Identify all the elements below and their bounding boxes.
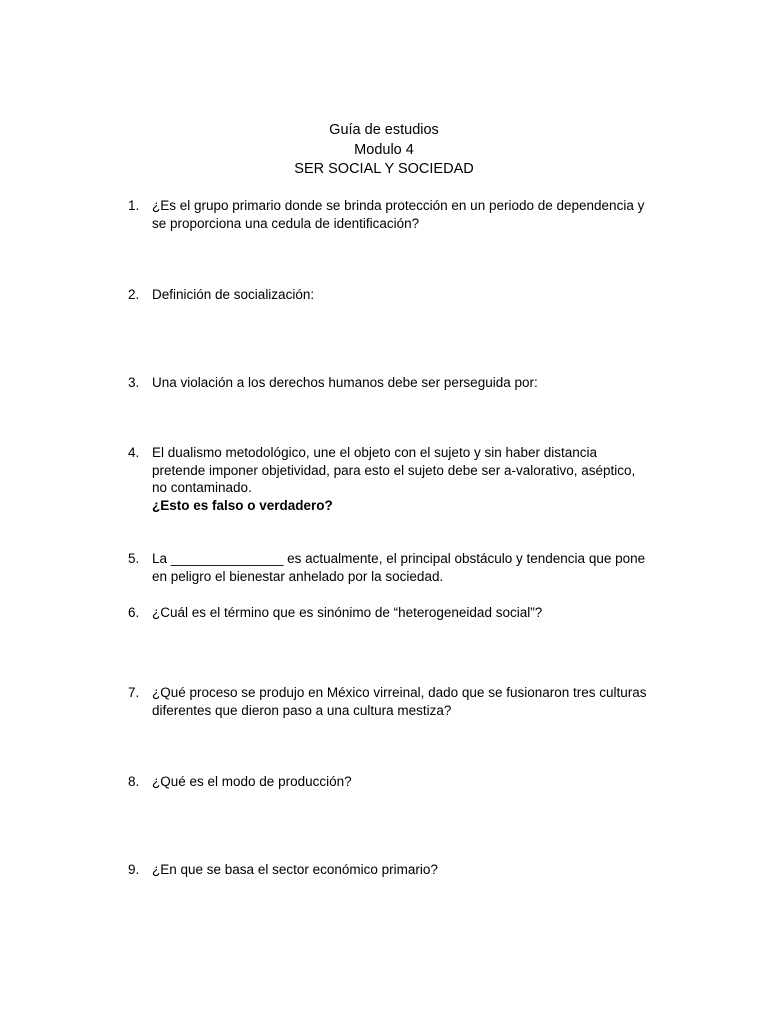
question-text-line: no contaminado. (152, 480, 252, 495)
question-1 (128, 197, 668, 232)
question-text-line: Definición de socialización: (152, 287, 315, 302)
question-text-line: ¿En que se basa el sector económico primario? (152, 862, 438, 877)
module-label: Modulo 4 (354, 142, 414, 158)
question-text-line: pretende imponer objetividad, para esto el sujeto debe ser a-valorativo, aséptico, (152, 462, 636, 478)
question-number: 3. (128, 375, 140, 390)
question-text-line: La _______________ es actualmente, el principal obstáculo y tendencia que pone (152, 551, 646, 566)
question-9 (128, 861, 668, 879)
question-number: 8. (128, 774, 140, 789)
question-7 (128, 684, 668, 719)
question-text-line: Una violación a los derechos humanos debe ser perseguida por: (152, 375, 538, 390)
question-text-line: ¿Qué proceso se produjo en México virreinal, dado que se fusionaron tres culturas (152, 685, 647, 700)
question-text-line: ¿Es el grupo primario donde se brinda protección en un periodo de dependencia y (152, 198, 645, 213)
question-number: 7. (128, 685, 140, 700)
question-text-line: se proporciona una cedula de identificación? (152, 215, 420, 231)
question-text-line: ¿Cuál es el término que es sinónimo de “heterogeneidad social”? (152, 605, 543, 620)
document-title: Guía de estudios (329, 122, 439, 138)
question-4 (128, 444, 668, 514)
question-number: 6. (128, 605, 140, 620)
question-text-line: diferentes que dieron paso a una cultura mestiza? (152, 702, 452, 718)
question-number: 5. (128, 551, 140, 566)
section-heading: SER SOCIAL Y SOCIEDAD (294, 161, 474, 177)
question-3 (128, 374, 668, 392)
question-8 (128, 773, 668, 791)
question-number: 4. (128, 445, 140, 460)
question-5 (128, 550, 668, 585)
question-number: 1. (128, 198, 140, 213)
question-prompt-bold: ¿Esto es falso o verdadero? (152, 497, 333, 513)
question-text-line: El dualismo metodológico, une el objeto con el sujeto y sin haber distancia (152, 445, 598, 460)
question-text-line: ¿Qué es el modo de producción? (152, 774, 352, 789)
question-number: 2. (128, 287, 140, 302)
question-2 (128, 286, 668, 304)
question-number: 9. (128, 862, 140, 877)
question-6 (128, 604, 668, 622)
question-text-line: en peligro el bienestar anhelado por la sociedad. (152, 568, 444, 584)
